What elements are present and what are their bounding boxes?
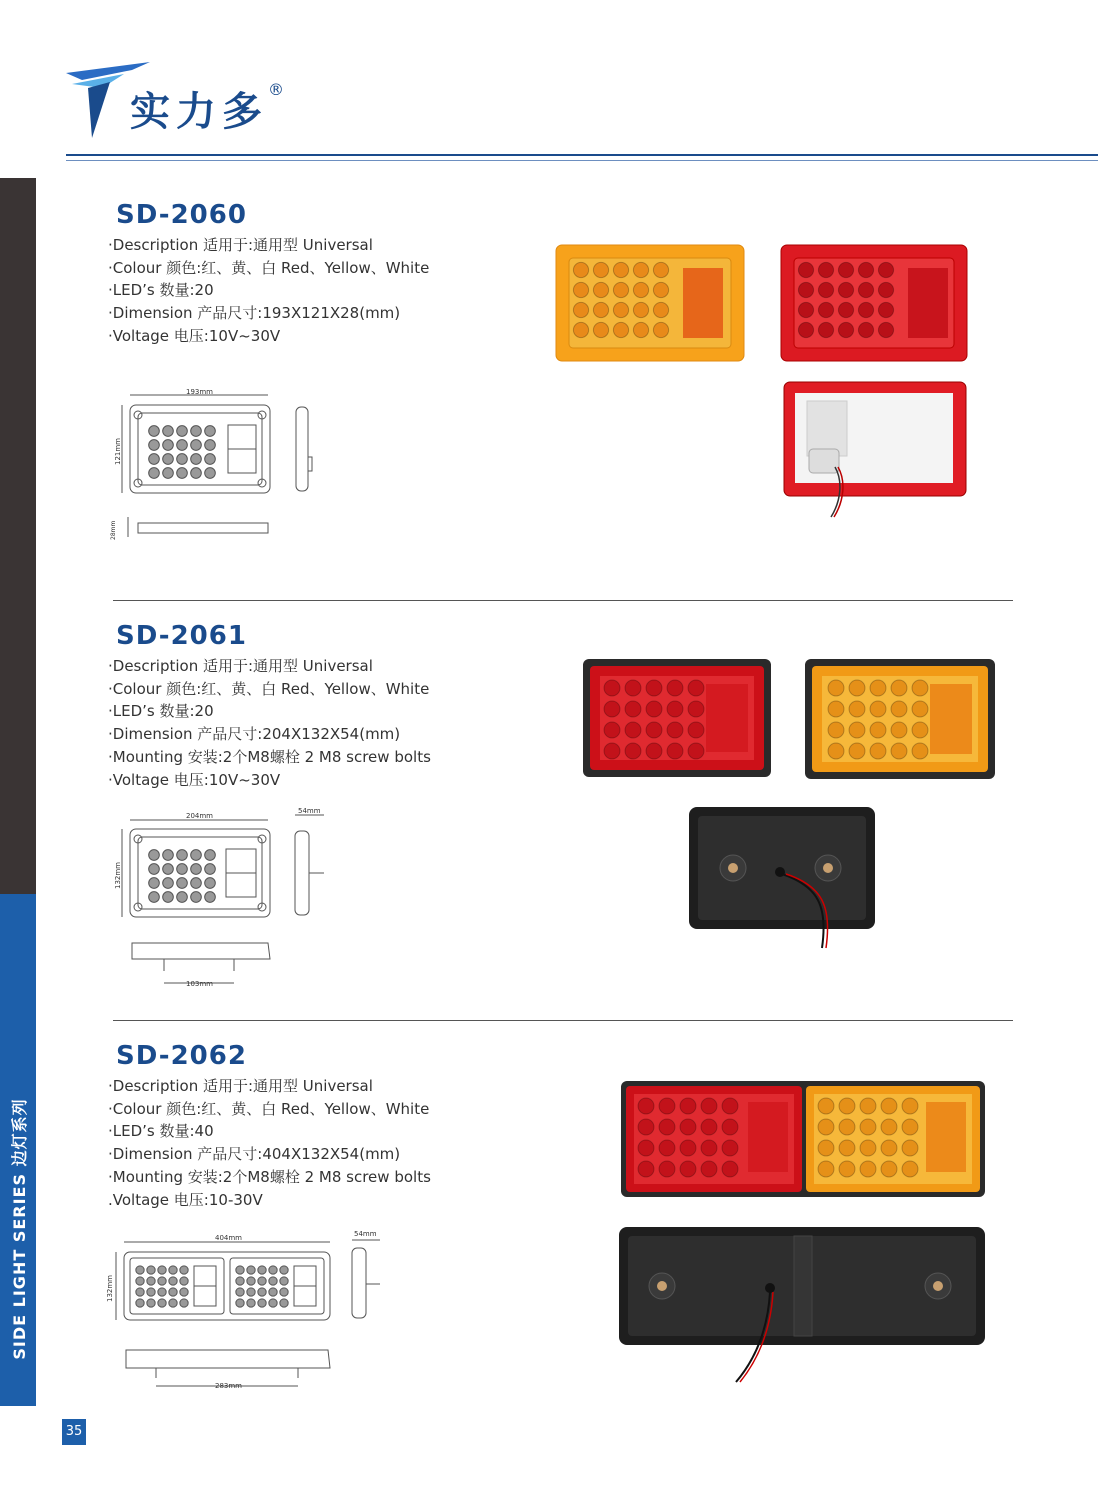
led-dot — [205, 892, 216, 903]
product-photo-amber — [804, 658, 996, 780]
led-dot — [205, 878, 216, 889]
led-dot — [878, 262, 893, 277]
dim-bolt-label: 283mm — [215, 1382, 242, 1390]
led-dot — [659, 1098, 675, 1114]
led-dot — [722, 1161, 738, 1177]
led-dot — [163, 468, 174, 479]
spec-line: ·Dimension 产品尺寸:193X121X28(mm) — [108, 304, 401, 323]
dim-height-label: 132mm — [106, 1275, 114, 1302]
led-dot — [680, 1140, 696, 1156]
led-dot — [169, 1266, 177, 1274]
led-dot — [912, 680, 928, 696]
led-dot — [638, 1140, 654, 1156]
spec-line: ·Mounting 安装:2个M8螺栓 2 M8 screw bolts — [108, 747, 431, 766]
product-photo-red — [582, 658, 772, 778]
led-dot — [688, 743, 704, 759]
led-dot — [205, 850, 216, 861]
led-dot — [891, 743, 907, 759]
led-dot — [839, 1098, 855, 1114]
led-dot — [163, 892, 174, 903]
led-dot — [860, 1161, 876, 1177]
spec-line: ·Mounting 安装:2个M8螺栓 2 M8 screw bolts — [108, 1167, 431, 1186]
led-dot — [191, 892, 202, 903]
led-dot — [701, 1098, 717, 1114]
led-dot — [881, 1098, 897, 1114]
led-dot — [870, 743, 886, 759]
led-dot — [902, 1161, 918, 1177]
led-dot — [858, 282, 873, 297]
led-dot — [169, 1299, 177, 1307]
led-dot — [236, 1299, 244, 1307]
led-dot — [878, 282, 893, 297]
led-dot — [818, 1098, 834, 1114]
spec-line: ·LED’s 数量:40 — [108, 1122, 214, 1141]
led-dot — [247, 1266, 255, 1274]
led-dot — [149, 878, 160, 889]
led-dot — [633, 282, 648, 297]
product-photo-amber — [555, 244, 745, 362]
technical-drawing — [108, 805, 338, 990]
led-dot — [659, 1119, 675, 1135]
led-dot — [573, 302, 588, 317]
led-dot — [163, 454, 174, 465]
led-dot — [839, 1119, 855, 1135]
product-model-title: SD-2062 — [116, 1041, 247, 1071]
led-dot — [177, 454, 188, 465]
led-dot — [258, 1266, 266, 1274]
product-photo-red — [780, 244, 968, 362]
led-dot — [849, 722, 865, 738]
led-dot — [722, 1140, 738, 1156]
led-dot — [902, 1119, 918, 1135]
led-dot — [858, 322, 873, 337]
led-dot — [136, 1277, 144, 1285]
product-spec-list — [108, 655, 431, 791]
spec-line: ·Colour 颜色:红、黄、白 Red、Yellow、White — [108, 258, 430, 277]
led-dot — [158, 1299, 166, 1307]
led-dot — [149, 440, 160, 451]
led-dot — [613, 282, 628, 297]
led-dot — [818, 1161, 834, 1177]
led-dot — [891, 701, 907, 717]
led-dot — [149, 468, 160, 479]
spec-line: ·Colour 颜色:红、黄、白 Red、Yellow、White — [108, 679, 430, 698]
led-dot — [593, 262, 608, 277]
led-dot — [633, 302, 648, 317]
section-divider — [113, 1020, 1013, 1021]
led-dot — [722, 1119, 738, 1135]
brand-name — [130, 80, 268, 137]
led-dot — [613, 262, 628, 277]
led-dot — [280, 1288, 288, 1296]
page-number: 35 — [62, 1419, 86, 1445]
led-dot — [860, 1140, 876, 1156]
led-dot — [269, 1288, 277, 1296]
spec-line: ·Description 适用于:通用型 Universal — [108, 657, 373, 675]
led-dot — [860, 1119, 876, 1135]
led-dot — [838, 262, 853, 277]
led-dot — [177, 892, 188, 903]
led-dot — [881, 1140, 897, 1156]
led-dot — [163, 864, 174, 875]
led-dot — [247, 1299, 255, 1307]
led-dot — [625, 722, 641, 738]
spec-line: ·Colour 颜色:红、黄、白 Red、Yellow、White — [108, 1099, 430, 1118]
led-dot — [701, 1119, 717, 1135]
led-dot — [136, 1288, 144, 1296]
led-dot — [828, 722, 844, 738]
led-dot — [633, 322, 648, 337]
led-dot — [280, 1299, 288, 1307]
led-dot — [625, 680, 641, 696]
dim-width-label: 193mm — [186, 388, 213, 396]
led-dot — [205, 468, 216, 479]
product-model-title: SD-2061 — [116, 621, 247, 651]
led-dot — [169, 1277, 177, 1285]
led-dot — [912, 743, 928, 759]
led-dot — [878, 322, 893, 337]
led-dot — [828, 701, 844, 717]
led-dot — [858, 262, 873, 277]
dim-bolt-label: 103mm — [186, 980, 213, 988]
led-dot — [870, 722, 886, 738]
led-dot — [653, 302, 668, 317]
led-dot — [625, 743, 641, 759]
led-dot — [177, 878, 188, 889]
led-dot — [205, 440, 216, 451]
led-dot — [604, 743, 620, 759]
led-dot — [163, 878, 174, 889]
led-dot — [653, 282, 668, 297]
led-dot — [247, 1277, 255, 1285]
dim-depth-label: 54mm — [354, 1230, 377, 1238]
led-dot — [653, 322, 668, 337]
spec-line: ·Description 适用于:通用型 Universal — [108, 236, 373, 254]
spec-line: ·Dimension 产品尺寸:204X132X54(mm) — [108, 725, 401, 744]
section-divider — [113, 600, 1013, 601]
led-dot — [912, 722, 928, 738]
led-dot — [858, 302, 873, 317]
spec-line: .Voltage 电压:10-30V — [108, 1190, 263, 1209]
technical-drawing — [100, 1228, 390, 1398]
led-dot — [147, 1277, 155, 1285]
brand-name-text: 实力多 — [130, 89, 268, 135]
led-dot — [798, 282, 813, 297]
led-dot — [191, 878, 202, 889]
led-dot — [659, 1161, 675, 1177]
led-dot — [680, 1161, 696, 1177]
led-dot — [236, 1288, 244, 1296]
led-dot — [163, 440, 174, 451]
led-dot — [205, 426, 216, 437]
led-dot — [269, 1277, 277, 1285]
led-dot — [818, 1119, 834, 1135]
led-dot — [191, 468, 202, 479]
led-dot — [722, 1098, 738, 1114]
led-dot — [818, 262, 833, 277]
dim-width-label: 204mm — [186, 812, 213, 820]
led-dot — [169, 1288, 177, 1296]
led-dot — [136, 1266, 144, 1274]
led-dot — [191, 454, 202, 465]
led-dot — [891, 722, 907, 738]
led-dot — [667, 701, 683, 717]
led-dot — [258, 1288, 266, 1296]
led-dot — [163, 426, 174, 437]
product-photo-back — [618, 1226, 988, 1386]
spec-line: ·Description 适用于:通用型 Universal — [108, 1077, 373, 1095]
led-dot — [258, 1277, 266, 1285]
led-dot — [247, 1288, 255, 1296]
led-dot — [828, 743, 844, 759]
led-dot — [688, 701, 704, 717]
led-dot — [149, 426, 160, 437]
led-dot — [149, 454, 160, 465]
led-dot — [818, 282, 833, 297]
led-dot — [902, 1098, 918, 1114]
led-dot — [680, 1119, 696, 1135]
led-dot — [638, 1098, 654, 1114]
led-dot — [163, 850, 174, 861]
led-dot — [881, 1119, 897, 1135]
led-dot — [870, 701, 886, 717]
led-dot — [849, 701, 865, 717]
led-dot — [688, 722, 704, 738]
led-dot — [638, 1161, 654, 1177]
led-dot — [838, 302, 853, 317]
led-dot — [180, 1266, 188, 1274]
spec-line: ·LED’s 数量:20 — [108, 281, 214, 300]
product-model-title: SD-2060 — [116, 200, 247, 230]
led-dot — [849, 680, 865, 696]
led-dot — [593, 302, 608, 317]
led-dot — [205, 864, 216, 875]
led-dot — [818, 322, 833, 337]
led-dot — [659, 1140, 675, 1156]
product-spec-list — [108, 1075, 431, 1211]
led-dot — [147, 1288, 155, 1296]
led-dot — [177, 440, 188, 451]
spec-line: ·Voltage 电压:10V~30V — [108, 770, 281, 789]
led-dot — [633, 262, 648, 277]
led-dot — [653, 262, 668, 277]
led-dot — [180, 1299, 188, 1307]
led-dot — [625, 701, 641, 717]
led-dot — [280, 1266, 288, 1274]
led-dot — [878, 302, 893, 317]
led-dot — [839, 1161, 855, 1177]
led-dot — [269, 1299, 277, 1307]
led-dot — [798, 302, 813, 317]
led-dot — [149, 850, 160, 861]
led-dot — [688, 680, 704, 696]
header-divider — [66, 154, 1098, 161]
led-dot — [236, 1277, 244, 1285]
led-dot — [838, 282, 853, 297]
led-dot — [870, 680, 886, 696]
dim-depth-label: 28mm — [110, 520, 117, 540]
dim-width-label: 404mm — [215, 1234, 242, 1242]
led-dot — [891, 680, 907, 696]
led-dot — [818, 302, 833, 317]
led-dot — [191, 864, 202, 875]
led-dot — [177, 468, 188, 479]
led-dot — [147, 1299, 155, 1307]
led-dot — [177, 426, 188, 437]
spec-line: ·LED’s 数量:20 — [108, 702, 214, 721]
led-dot — [849, 743, 865, 759]
led-dot — [881, 1161, 897, 1177]
technical-drawing — [108, 385, 328, 545]
led-dot — [646, 743, 662, 759]
dim-depth-label: 54mm — [298, 807, 321, 815]
led-dot — [860, 1098, 876, 1114]
series-label: SIDE LIGHT SERIES 边灯系列 — [10, 1098, 29, 1360]
led-dot — [191, 440, 202, 451]
led-dot — [258, 1299, 266, 1307]
led-dot — [680, 1098, 696, 1114]
led-dot — [912, 701, 928, 717]
product-photo-double — [620, 1080, 986, 1198]
registered-mark: ® — [268, 80, 284, 99]
dim-height-label: 132mm — [114, 862, 122, 889]
led-dot — [828, 680, 844, 696]
sidebar-band-dark — [0, 178, 36, 894]
led-dot — [646, 701, 662, 717]
dim-height-label: 121mm — [114, 438, 122, 465]
led-dot — [604, 722, 620, 738]
led-dot — [573, 322, 588, 337]
led-dot — [701, 1140, 717, 1156]
product-photo-back — [783, 381, 968, 521]
led-dot — [818, 1140, 834, 1156]
led-dot — [593, 322, 608, 337]
led-dot — [158, 1288, 166, 1296]
led-dot — [280, 1277, 288, 1285]
led-dot — [147, 1266, 155, 1274]
led-dot — [646, 722, 662, 738]
led-dot — [646, 680, 662, 696]
led-dot — [638, 1119, 654, 1135]
led-dot — [177, 850, 188, 861]
led-dot — [573, 282, 588, 297]
led-dot — [191, 850, 202, 861]
led-dot — [236, 1266, 244, 1274]
led-dot — [902, 1140, 918, 1156]
led-dot — [667, 722, 683, 738]
led-dot — [158, 1266, 166, 1274]
led-dot — [838, 322, 853, 337]
led-dot — [269, 1266, 277, 1274]
led-dot — [613, 302, 628, 317]
spec-line: ·Dimension 产品尺寸:404X132X54(mm) — [108, 1145, 401, 1164]
led-dot — [798, 322, 813, 337]
led-dot — [604, 701, 620, 717]
led-dot — [177, 864, 188, 875]
led-dot — [573, 262, 588, 277]
product-photo-back — [688, 806, 878, 951]
led-dot — [205, 454, 216, 465]
led-dot — [191, 426, 202, 437]
led-dot — [798, 262, 813, 277]
led-dot — [667, 680, 683, 696]
led-dot — [149, 892, 160, 903]
led-dot — [180, 1277, 188, 1285]
led-dot — [667, 743, 683, 759]
led-dot — [839, 1140, 855, 1156]
led-dot — [701, 1161, 717, 1177]
product-spec-list — [108, 234, 429, 348]
led-dot — [180, 1288, 188, 1296]
led-dot — [604, 680, 620, 696]
led-dot — [158, 1277, 166, 1285]
led-dot — [136, 1299, 144, 1307]
spec-line: ·Voltage 电压:10V~30V — [108, 326, 281, 345]
led-dot — [613, 322, 628, 337]
led-dot — [149, 864, 160, 875]
led-dot — [593, 282, 608, 297]
